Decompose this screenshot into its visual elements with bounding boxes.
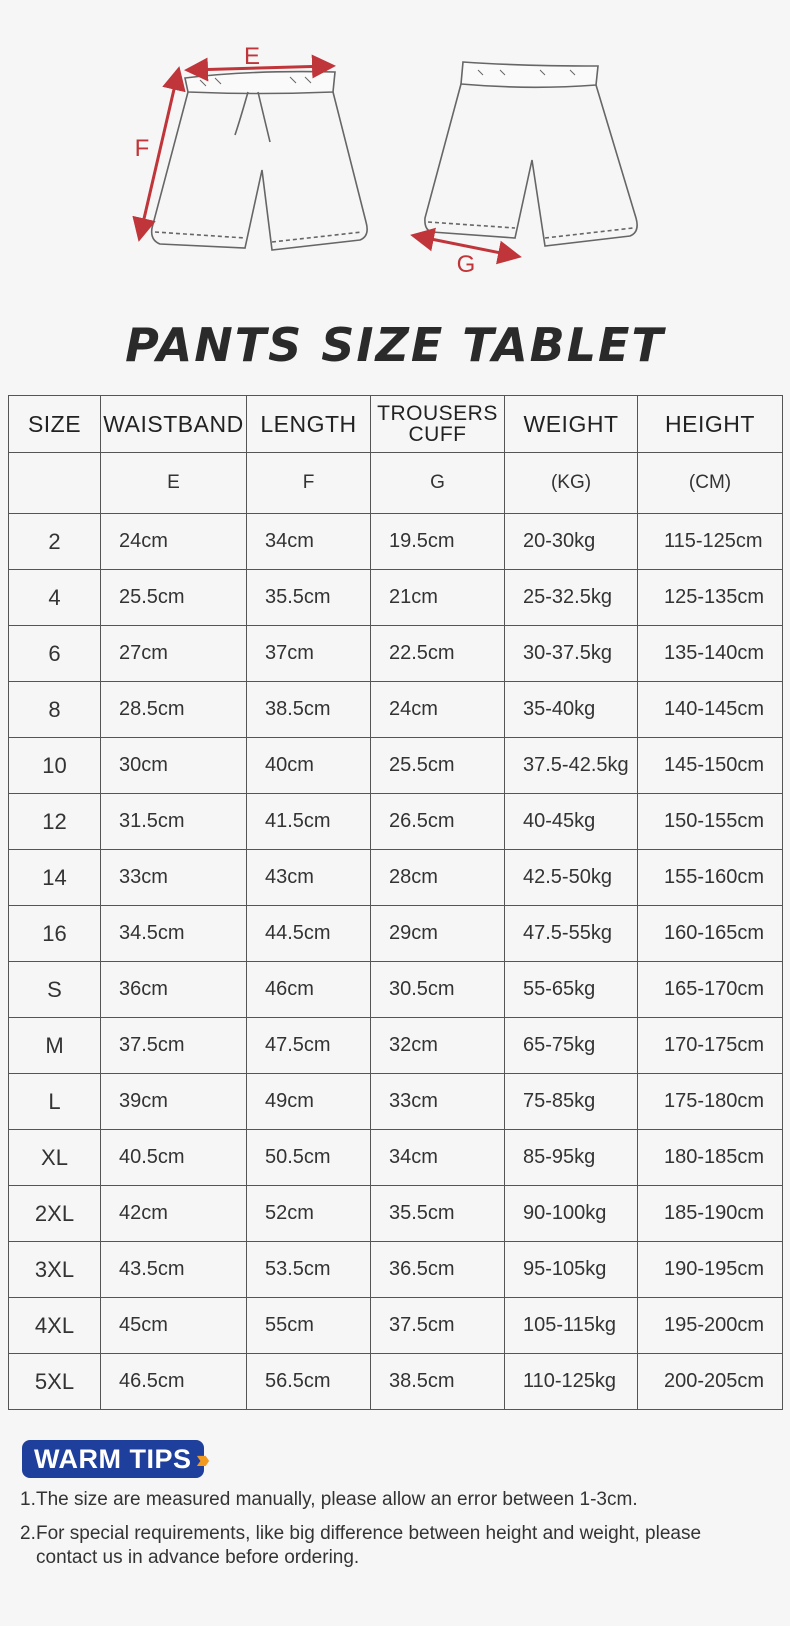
shorts-measurement-diagram [0, 0, 790, 300]
cell-height: 150-155cm [638, 794, 783, 850]
cell-weight: 40-45kg [505, 794, 638, 850]
cell-weight: 35-40kg [505, 682, 638, 738]
table-row [9, 570, 783, 626]
table-row [9, 962, 783, 1018]
cell-length: 41.5cm [247, 794, 371, 850]
table-row [9, 1186, 783, 1242]
table-row [9, 850, 783, 906]
cell-cuff: 34cm [371, 1130, 505, 1186]
table-row [9, 738, 783, 794]
header-trousers-line1: TROUSERS [377, 402, 498, 425]
cell-length: 46cm [247, 962, 371, 1018]
table-row [9, 1242, 783, 1298]
cell-waistband: 24cm [101, 514, 247, 570]
cell-waistband: 39cm [101, 1074, 247, 1130]
page-title: PANTS SIZE TABLET [125, 318, 665, 372]
cell-length: 53.5cm [247, 1242, 371, 1298]
cell-weight: 65-75kg [505, 1018, 638, 1074]
cell-size: 4XL [9, 1298, 101, 1354]
cell-length: 44.5cm [247, 906, 371, 962]
cell-size: 3XL [9, 1242, 101, 1298]
cell-height: 125-135cm [638, 570, 783, 626]
cell-size: 4 [9, 570, 101, 626]
header-weight: WEIGHT [505, 396, 638, 453]
table-row [9, 514, 783, 570]
tip-number: 2. [20, 1523, 36, 1544]
label-g: G [456, 251, 476, 278]
cell-height: 165-170cm [638, 962, 783, 1018]
cell-length: 37cm [247, 626, 371, 682]
cell-size: M [9, 1018, 101, 1074]
subheader-weight: (KG) [505, 453, 638, 514]
table-header-row [9, 396, 783, 453]
subheader-waistband: E [101, 453, 247, 514]
table-row [9, 1298, 783, 1354]
cell-weight: 85-95kg [505, 1130, 638, 1186]
cell-size: 10 [9, 738, 101, 794]
cell-cuff: 35.5cm [371, 1186, 505, 1242]
cell-size: 2XL [9, 1186, 101, 1242]
cell-waistband: 27cm [101, 626, 247, 682]
cell-weight: 37.5-42.5kg [505, 738, 638, 794]
cell-size: 2 [9, 514, 101, 570]
table-row [9, 1130, 783, 1186]
cell-length: 40cm [247, 738, 371, 794]
tip-item [20, 1488, 760, 1512]
cell-waistband: 28.5cm [101, 682, 247, 738]
cell-size: L [9, 1074, 101, 1130]
table-row [9, 906, 783, 962]
cell-cuff: 21cm [371, 570, 505, 626]
cell-height: 155-160cm [638, 850, 783, 906]
cell-size: XL [9, 1130, 101, 1186]
header-size: SIZE [9, 396, 101, 453]
warm-tips-badge: WARM TIPS [22, 1440, 204, 1478]
cell-waistband: 34.5cm [101, 906, 247, 962]
table-subheader-row [9, 453, 783, 514]
cell-height: 135-140cm [638, 626, 783, 682]
cell-waistband: 46.5cm [101, 1354, 247, 1410]
subheader-length: F [247, 453, 371, 514]
cell-weight: 95-105kg [505, 1242, 638, 1298]
cell-weight: 75-85kg [505, 1074, 638, 1130]
cell-waistband: 33cm [101, 850, 247, 906]
header-trousers-line2: CUFF [408, 423, 467, 446]
chevrons-right-icon: ››› [196, 1444, 204, 1474]
cell-length: 47.5cm [247, 1018, 371, 1074]
cell-cuff: 36.5cm [371, 1242, 505, 1298]
cell-weight: 25-32.5kg [505, 570, 638, 626]
cell-waistband: 37.5cm [101, 1018, 247, 1074]
cell-waistband: 40.5cm [101, 1130, 247, 1186]
cell-length: 55cm [247, 1298, 371, 1354]
cell-cuff: 24cm [371, 682, 505, 738]
cell-length: 56.5cm [247, 1354, 371, 1410]
cell-length: 52cm [247, 1186, 371, 1242]
cell-length: 35.5cm [247, 570, 371, 626]
subheader-size [9, 453, 101, 514]
cell-height: 190-195cm [638, 1242, 783, 1298]
cell-size: 14 [9, 850, 101, 906]
cell-cuff: 33cm [371, 1074, 505, 1130]
cell-size: 6 [9, 626, 101, 682]
cell-height: 175-180cm [638, 1074, 783, 1130]
back-shorts-drawing [425, 62, 637, 246]
tip-number: 1. [20, 1489, 36, 1510]
cell-cuff: 37.5cm [371, 1298, 505, 1354]
table-row [9, 626, 783, 682]
cell-weight: 55-65kg [505, 962, 638, 1018]
cell-size: S [9, 962, 101, 1018]
cell-cuff: 32cm [371, 1018, 505, 1074]
cell-height: 180-185cm [638, 1130, 783, 1186]
tip-text: The size are measured manually, please allow an error between 1-3cm. [36, 1489, 638, 1510]
cell-size: 8 [9, 682, 101, 738]
tip-item [20, 1522, 760, 1570]
table-row [9, 682, 783, 738]
cell-size: 12 [9, 794, 101, 850]
cell-size: 5XL [9, 1354, 101, 1410]
header-height: HEIGHT [638, 396, 783, 453]
tip-text-line2: contact us in advance before ordering. [36, 1547, 360, 1568]
table-row [9, 794, 783, 850]
cell-weight: 20-30kg [505, 514, 638, 570]
header-trousers-cuff [371, 396, 505, 453]
cell-weight: 47.5-55kg [505, 906, 638, 962]
cell-cuff: 29cm [371, 906, 505, 962]
cell-waistband: 30cm [101, 738, 247, 794]
cell-waistband: 36cm [101, 962, 247, 1018]
cell-waistband: 45cm [101, 1298, 247, 1354]
cell-length: 49cm [247, 1074, 371, 1130]
cell-length: 34cm [247, 514, 371, 570]
cell-height: 200-205cm [638, 1354, 783, 1410]
cell-cuff: 28cm [371, 850, 505, 906]
cell-weight: 110-125kg [505, 1354, 638, 1410]
tip-text-line1: For special requirements, like big difference between height and weight, please [36, 1523, 702, 1544]
cell-weight: 42.5-50kg [505, 850, 638, 906]
cell-height: 140-145cm [638, 682, 783, 738]
cell-cuff: 26.5cm [371, 794, 505, 850]
label-f: F [134, 135, 150, 162]
table-row [9, 1074, 783, 1130]
size-table [8, 395, 783, 1410]
header-length: LENGTH [247, 396, 371, 453]
cell-cuff: 22.5cm [371, 626, 505, 682]
cell-size: 16 [9, 906, 101, 962]
cell-weight: 90-100kg [505, 1186, 638, 1242]
cell-cuff: 19.5cm [371, 514, 505, 570]
cell-height: 115-125cm [638, 514, 783, 570]
cell-height: 170-175cm [638, 1018, 783, 1074]
cell-waistband: 42cm [101, 1186, 247, 1242]
label-e: E [243, 43, 261, 70]
cell-length: 50.5cm [247, 1130, 371, 1186]
cell-weight: 30-37.5kg [505, 626, 638, 682]
subheader-height: (CM) [638, 453, 783, 514]
cell-cuff: 30.5cm [371, 962, 505, 1018]
cell-cuff: 38.5cm [371, 1354, 505, 1410]
cell-height: 195-200cm [638, 1298, 783, 1354]
cell-height: 185-190cm [638, 1186, 783, 1242]
cell-waistband: 31.5cm [101, 794, 247, 850]
cell-weight: 105-115kg [505, 1298, 638, 1354]
table-row [9, 1354, 783, 1410]
cell-height: 160-165cm [638, 906, 783, 962]
front-shorts-drawing [152, 72, 367, 250]
cell-cuff: 25.5cm [371, 738, 505, 794]
cell-waistband: 25.5cm [101, 570, 247, 626]
subheader-cuff: G [371, 453, 505, 514]
header-waistband: WAISTBAND [101, 396, 247, 453]
cell-length: 38.5cm [247, 682, 371, 738]
cell-length: 43cm [247, 850, 371, 906]
table-row [9, 1018, 783, 1074]
cell-waistband: 43.5cm [101, 1242, 247, 1298]
cell-height: 145-150cm [638, 738, 783, 794]
